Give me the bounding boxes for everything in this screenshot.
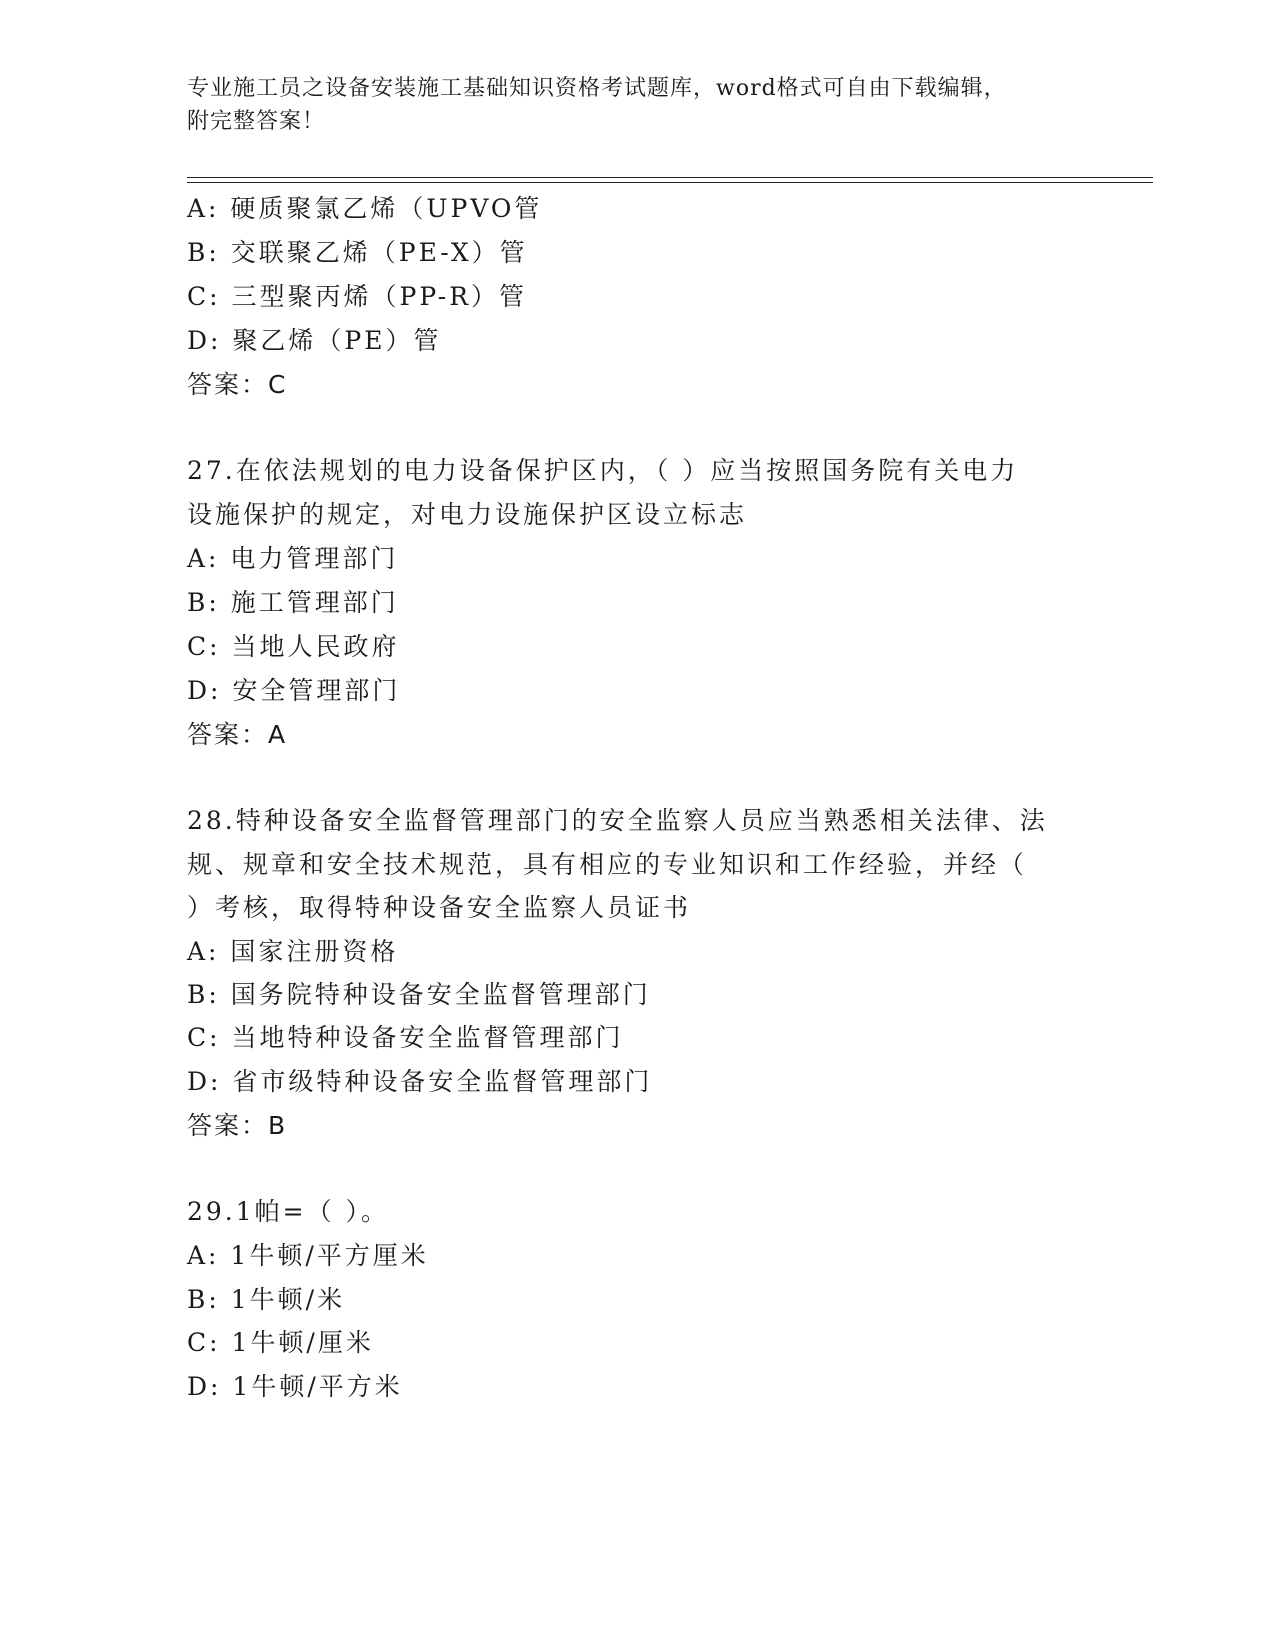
q28-option-b: B: 国务院特种设备安全监督管理部门 xyxy=(187,980,651,1009)
q27-option-a: A: 电力管理部门 xyxy=(187,544,399,573)
q27-stem-line-1: 27.在依法规划的电力设备保护区内，（ ）应当按照国务院有关电力 xyxy=(187,456,1019,485)
q29-option-d: D: 1牛顿/平方米 xyxy=(187,1372,403,1401)
header-divider-top xyxy=(187,177,1153,178)
q28-option-c: C: 当地特种设备安全监督管理部门 xyxy=(187,1023,624,1052)
q26-option-a: A: 硬质聚氯乙烯（UPVO管 xyxy=(187,194,543,223)
q26-option-d: D: 聚乙烯（PE）管 xyxy=(187,326,442,355)
q26-option-c: C: 三型聚丙烯（PP-R）管 xyxy=(187,282,528,311)
q27-stem-line-2: 设施保护的规定，对电力设施保护区设立标志 xyxy=(187,500,748,529)
q29-stem-line-1: 29.1帕=（ ）。 xyxy=(187,1197,390,1226)
q27-option-d: D: 安全管理部门 xyxy=(187,676,401,705)
q28-option-d: D: 省市级特种设备安全监督管理部门 xyxy=(187,1067,653,1096)
q27-option-c: C: 当地人民政府 xyxy=(187,632,400,661)
header-line-2: 附完整答案！ xyxy=(187,109,326,134)
q28-option-a: A: 国家注册资格 xyxy=(187,937,399,966)
q28-stem-line-1: 28.特种设备安全监督管理部门的安全监察人员应当熟悉相关法律、法 xyxy=(187,806,1048,835)
header-divider-bottom xyxy=(187,182,1153,183)
q28-stem-line-3: ）考核，取得特种设备安全监察人员证书 xyxy=(187,893,692,922)
q27-option-b: B: 施工管理部门 xyxy=(187,588,399,617)
q26-option-b: B: 交联聚乙烯（PE-X）管 xyxy=(187,238,528,267)
q29-option-c: C: 1牛顿/厘米 xyxy=(187,1328,374,1357)
q28-stem-line-2: 规、规章和安全技术规范，具有相应的专业知识和工作经验，并经（ xyxy=(187,850,1028,879)
header-line-1: 专业施工员之设备安装施工基础知识资格考试题库，word格式可自由下载编辑， xyxy=(187,76,1007,101)
q26-answer: 答案：C xyxy=(187,370,288,399)
q27-answer: 答案：A xyxy=(187,720,288,749)
document-header xyxy=(187,72,1087,138)
q29-option-b: B: 1牛顿/米 xyxy=(187,1285,346,1314)
q29-option-a: A: 1牛顿/平方厘米 xyxy=(187,1241,429,1270)
q28-answer: 答案：B xyxy=(187,1111,288,1140)
